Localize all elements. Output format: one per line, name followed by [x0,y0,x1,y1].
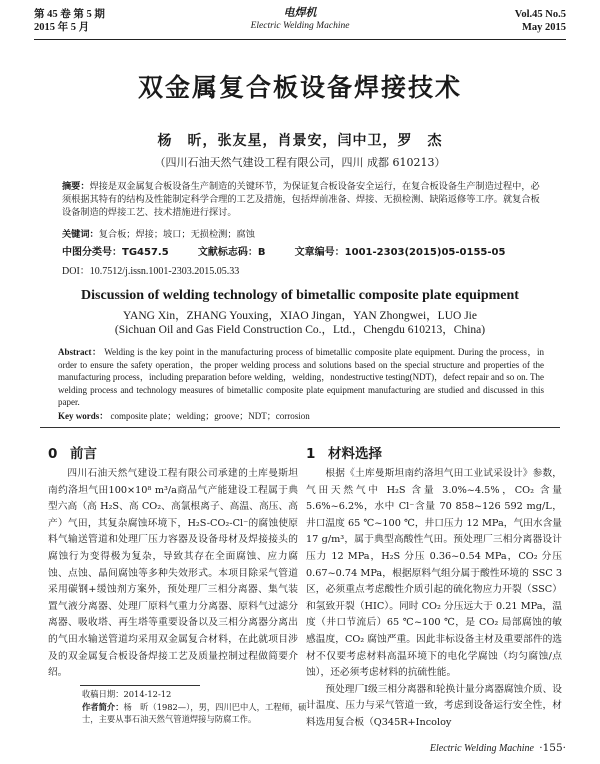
header-date-cn: 2015 年 5 月 [34,22,90,33]
left-column [48,444,298,682]
english-abstract [58,346,544,409]
english-affiliation: (Sichuan Oil and Gas Field Construction Co.，Ltd.，Chengdu 610213，China) [114,324,486,336]
abstract-text: 焊接是双金属复合板设备生产制造的关键环节，为保证复合板设备安全运行，在复合板设备生产制造过程中，必须根据其特有的结构及性能制定科学合理的工艺及措施，包括焊前准备、焊接、无损检测、缺陷返修等工序。就复合板设备制造的焊接工艺、技术措施进行探讨。 [62,181,540,218]
english-title: Discussion of welding technology of bimetallic composite plate equipment [81,288,519,303]
header-volume-en: Vol.45 No.5 [514,9,566,20]
running-header [34,6,566,40]
english-abstract-text: Welding is the key point in the manufacturing process of bimetallic composite plate equipment. During the process，in order to ensure the safety operation，the proper welding process and solutions based on the special structure and properties of the manufacturing process，including preparation before welding，welding，nondestructive testing(NDT)，defect repair and so on. The welding process and technology measures of bimetallic composite plate equipment manufacturing are studied and discussed in this paper. [58,347,544,407]
keywords-text: 复合板；焊接；坡口；无损检测；腐蚀 [98,229,255,240]
header-journal-name [34,6,566,32]
english-authors: YANG Xin，ZHANG Youxing，XIAO Jingan，YAN Zhongwei，LUO Jie [123,310,477,322]
section-1-paragraph-1: 根据《土库曼斯坦南约洛坦气田工业试采设计》参数，气田天然气中 H₂S 含量 3.0%~4.5%，CO₂ 含量 5.6%~6.2%，水中 Cl⁻含量 70 858~126 592 mg/L，井口温度 65 ℃~100 ℃，井口压力 12 MPa，气田水含量 17 g/m³，属于典型高酸性气田。预处理厂三相分离器设计压力 12 MPa，H₂S 分压 0.36~0.54 MPa，CO₂ 分压 0.67~0.74 MPa，根据原料气组分属于酸性环境的 SSC 3 区，必须重点考虑酸性介质引起的硫化物应力开裂（SSC）和氢致开裂（HIC）。同时 CO₂ 分压远大于 0.21 MPa，温度（井口节流后）65 ℃~100 ℃，是 CO₂ 局部腐蚀的敏感温度，CO₂ 腐蚀严重。因此非标设备主材及重要部件的选材不仅要考虑材料高温环境下的电化学腐蚀（均匀腐蚀/点蚀），还必须考虑材料的抗硫性能。 [306,468,562,679]
keywords-label: 关键词： [62,229,99,240]
english-keywords-label: Key words： [58,411,109,421]
header-journal-en: Electric Welding Machine [250,21,350,31]
received-date: 收稿日期：2014-12-12 [82,689,172,699]
footnote-rule [80,685,200,686]
section-0-paragraph: 四川石油天然气建设工程有限公司承建的土库曼斯坦南约洛坦气田100×10⁸ m³/a商品气产能建设工程属于典型六高（高 H₂S、高 CO₂、高氯根离子、高温、高压、高产）气田，其复杂腐蚀环境下，H₂S-CO₂-Cl⁻的腐蚀使原料气输送管道和处理厂压力容器及设备母材及焊接接头的腐蚀行为变得极为复杂，导致其存在全面腐蚀、应力腐蚀、点蚀、晶间腐蚀等多种失效形式。本项目除采气管道采用碳钢+缓蚀剂方案外，预处理厂三相分离器、集气装置气液分离器、处理厂原料气重力分离器、原料气过滤分离器、吸收塔、再生塔等重要设备以及三相分离器分离出的气田水输送管道均采用双金属复合材料，在此就项目涉及的双金属复合板设备焊接工艺及质量控制过程做简要介绍。 [48,468,298,679]
section-divider [40,427,560,428]
page-number: ·155· [539,742,566,754]
section-1-heading [306,444,562,464]
section-1-paragraph-2: 预处理厂Ⅰ级三相分离器和轮换计量分离器腐蚀介质、设计温度、压力与采气管道一致，考虑到设备运行安全性，材料选用复合板（Q345R+Incoloy [306,683,562,728]
abstract-label: 摘要： [62,181,90,192]
header-volume-info-en [515,8,566,34]
author-info [82,701,322,726]
right-column [306,444,562,732]
paper-affiliation: （四川石油天然气建设工程有限公司，四川 成都 610213） [154,156,446,169]
section-0-title: 前言 [70,446,97,462]
document-code: 文献标志码：B [197,247,266,258]
article-number: 文章编号：1001-2303(2015)05-0155-05 [294,247,506,258]
footer-journal-name: Electric Welding Machine [429,743,534,754]
paper-title: 双金属复合板设备焊接技术 [137,73,462,102]
section-1-number: 1 [306,446,316,462]
header-date-en: May 2015 [521,22,566,33]
abstract-cn [62,180,540,219]
english-keywords [58,409,544,422]
clc-number: 中图分类号：TG457.5 [62,247,169,258]
page-footer [430,742,566,754]
paper-authors: 杨 昕，张友星，肖景安，闫中卫，罗 杰 [157,133,443,149]
classification-line [62,246,531,260]
footnote [82,688,322,726]
header-journal-cn: 电焊机 [283,6,317,19]
section-1-title: 材料选择 [328,446,382,462]
keywords-cn [62,228,540,241]
doi: DOI：10.7512/j.issn.1001-2303.2015.05.33 [62,266,240,277]
english-keywords-text: composite plate；welding；groove；NDT；corrosion [110,411,310,421]
author-info-label: 作者简介： [82,701,124,712]
english-abstract-label: Abstract： [58,347,102,357]
section-0-number: 0 [48,446,58,462]
author-info-text: 杨 昕（1982—），男，四川巴中人，工程师，硕士，主要从事石油天然气管道焊接与防腐工作。 [82,701,307,724]
header-volume-cn: 第 45 卷 第 5 期 [34,9,105,20]
section-0-heading [48,444,298,464]
